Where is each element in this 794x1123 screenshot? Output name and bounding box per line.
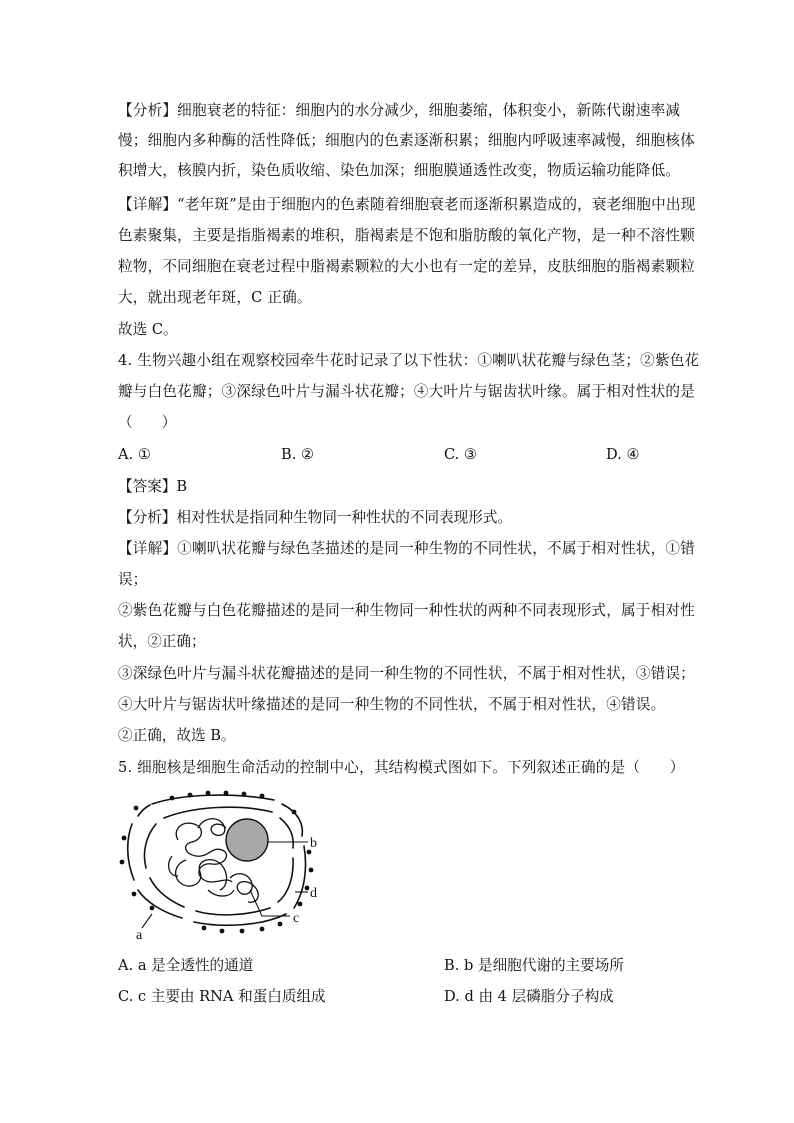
q4-analysis: 【分析】相对性状是指同种生物同一种性状的不同表现形式。 (118, 509, 513, 526)
q5-option-a: A. a 是全透性的通道 (118, 957, 254, 974)
outer-membrane-right (294, 846, 306, 908)
label-d: d (310, 886, 317, 901)
q4-option-c: C. ③ (444, 446, 478, 463)
q4-stem-line-1: 4. 生物兴趣小组在观察校园牵牛花时记录了以下性状：①喇叭状花瓣与绿色茎；②紫色花 (118, 352, 700, 369)
label-b: b (310, 836, 317, 851)
q5-option-b: B. b 是细胞代谢的主要场所 (444, 957, 624, 974)
leader-line-a (142, 914, 152, 928)
q4-answer: 【答案】B (118, 478, 188, 495)
outer-membrane-left (128, 824, 134, 880)
q4-option-b: B. ② (281, 446, 315, 463)
nucleus-diagram-svg (112, 790, 332, 940)
q3-analysis-line-1: 【分析】细胞衰老的特征：细胞内的水分减少，细胞萎缩，体积变小，新陈代谢速率减 (118, 102, 681, 119)
q3-analysis-line-3: 积增大，核膜内折，染色质收缩、染色加深；细胞膜通透性改变，物质运输功能降低。 (118, 162, 681, 179)
q3-detail-line-3: 粒物，不同细胞在衰老过程中脂褐素颗粒的大小也有一定的差异，皮肤细胞的脂褐素颗粒 (118, 258, 695, 275)
outer-membrane-bottom-left (138, 890, 182, 918)
q5-stem: 5. 细胞核是细胞生命活动的控制中心，其结构模式图如下。下列叙述正确的是（ ） (118, 759, 685, 776)
outer-membrane-top-right (282, 804, 302, 836)
ribosome-dots (120, 791, 314, 934)
nucleolus (226, 819, 268, 861)
q4-detail-line-6: ④大叶片与锯齿状叶缘描述的是同一种生物的不同性状，不属于相对性状，④错误。 (118, 696, 666, 713)
q3-analysis-line-2: 慢；细胞内多种酶的活性降低；细胞内的色素逐渐积累；细胞内呼吸速率减慢，细胞核体 (118, 132, 695, 149)
q4-option-d: D. ④ (606, 446, 640, 463)
inner-membrane-top (164, 807, 272, 818)
inner-membrane-right (278, 858, 293, 902)
q3-detail-line-2: 色素聚集，主要是指脂褐素的堆积，脂褐素是不饱和脂肪酸的氧化产物，是一种不溶性颗 (118, 227, 695, 244)
q4-detail-line-5: ③深绿色叶片与漏斗状花瓣描述的是同一种生物的不同性状，不属于相对性状，③错误； (118, 665, 695, 682)
q4-stem-line-3: （ ） (118, 414, 177, 431)
q5-option-c: C. c 主要由 RNA 和蛋白质组成 (118, 988, 326, 1005)
q4-detail-line-7: ②正确，故选 B。 (118, 727, 236, 744)
q3-detail-line-1: 【详解】“老年斑”是由于细胞内的色素随着细胞衰老而逐渐积累造成的，衰老细胞中出现 (118, 196, 696, 213)
q5-option-d: D. d 由 4 层磷脂分子构成 (444, 988, 614, 1005)
q4-detail-line-1: 【详解】①喇叭状花瓣与绿色茎描述的是同一种生物的不同性状，不属于相对性状，①错 (118, 540, 695, 557)
outer-membrane-upper-left (138, 805, 150, 816)
q4-detail-line-4: 状，②正确； (118, 633, 206, 650)
q4-option-a: A. ① (118, 446, 151, 463)
label-c: c (293, 911, 300, 926)
q4-stem-line-2: 瓣与白色花瓣；③深绿色叶片与漏斗状花瓣；④大叶片与锯齿状叶缘。属于相对性状的是 (118, 383, 695, 400)
nucleus-structure-diagram (112, 790, 332, 940)
inner-membrane-top-right (280, 818, 293, 848)
q3-detail-line-4: 大，就出现老年斑，C 正确。 (118, 289, 312, 306)
label-a: a (136, 928, 143, 940)
q4-detail-line-3: ②紫色花瓣与白色花瓣描述的是同一种生物同一种性状的两种不同表现形式，属于相对性 (118, 602, 695, 619)
inner-membrane-left (144, 824, 156, 868)
q4-detail-line-2: 误； (118, 571, 148, 588)
q3-conclusion: 故选 C。 (118, 321, 178, 338)
